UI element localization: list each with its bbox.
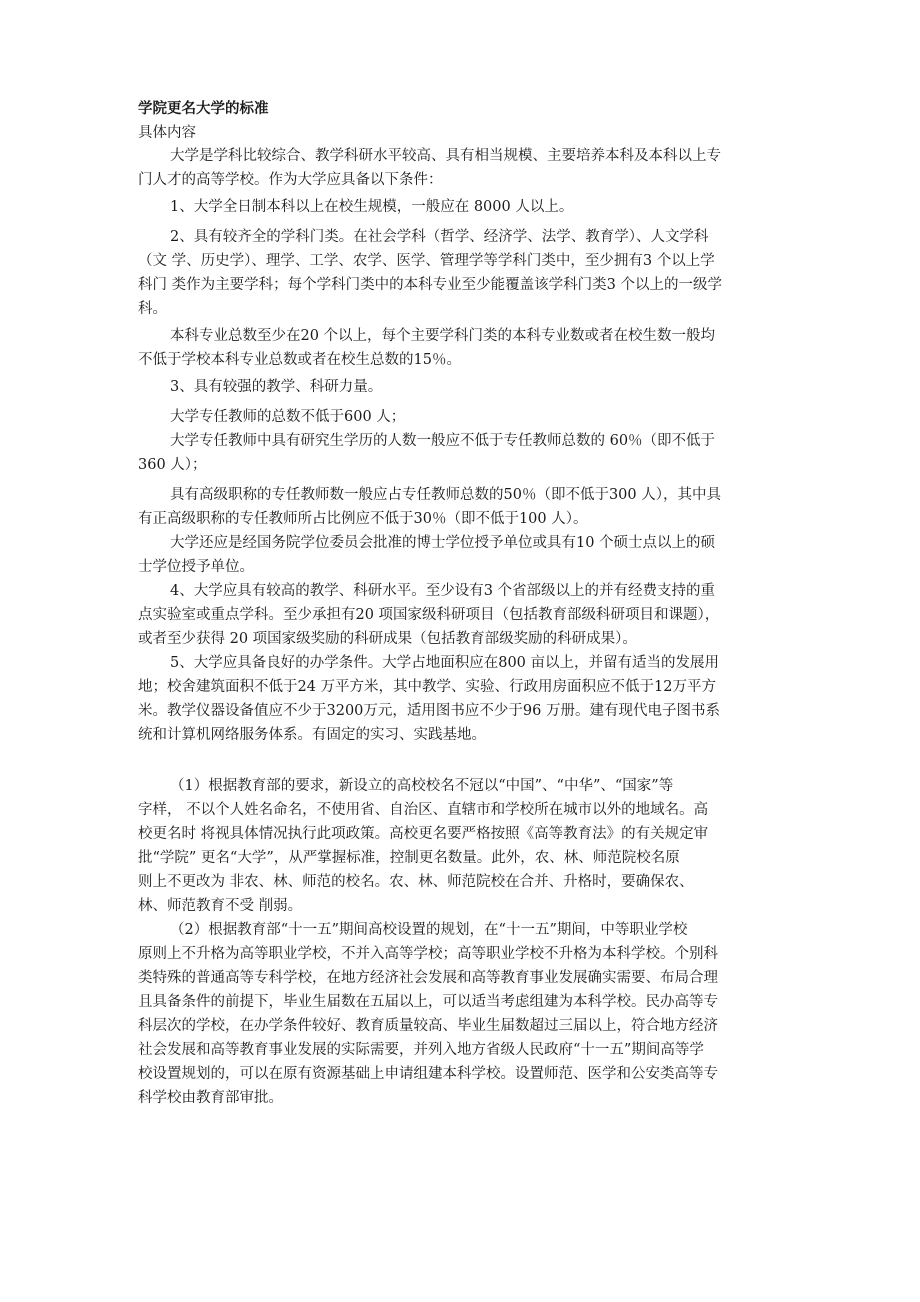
- text-line: 大学专任教师的总数不低于600 人；: [170, 409, 406, 425]
- text-line: 社会发展和高等教育事业发展的实际需要，并列入地方省级人民政府“十一五”期间高等学: [138, 1042, 704, 1058]
- paragraph-intro: [138, 144, 802, 192]
- text-line: 4、大学应具有较高的教学、科研水平。至少设有3 个省部级以上的并有经费支持的重: [170, 583, 716, 599]
- paragraph-item-4: [138, 579, 802, 651]
- text-line: 不低于学校本科专业总数或者在校生总数的15％。: [138, 352, 461, 368]
- paragraph-item-3: [138, 375, 802, 399]
- text-line: 5、大学应具备良好的办学条件。大学占地面积应在800 亩以上，并留有适当的发展用: [170, 655, 720, 671]
- text-line: 统和计算机网络服务体系。有固定的实习、实践基地。: [138, 727, 486, 743]
- text-line: （1）根据教育部的要求，新设立的高校校名不冠以“中国”、“中华”、“国家”等: [170, 778, 674, 794]
- text-line: 类特殊的普通高等专科学校，在地方经济社会发展和高等教育事业发展确实需要、布局合理: [138, 970, 718, 986]
- text-line: 具有高级职称的专任教师数一般应占专任教师总数的50％（即不低于300 人），其中具: [170, 487, 721, 503]
- text-line: 本科专业总数至少在20 个以上，每个主要学科门类的本科专业数或者在校生数一般均: [170, 328, 716, 344]
- text-line: 门人才的高等学校。作为大学应具备以下条件：: [138, 172, 443, 188]
- text-line: 科层次的学校，在办学条件较好、教育质量较高、毕业生届数超过三届以上，符合地方经济: [138, 1018, 718, 1034]
- text-line: 科。: [138, 301, 167, 317]
- paragraph-note-1: [138, 774, 802, 918]
- paragraph-teacher-degree: [138, 429, 802, 477]
- text-line: （2）根据教育部“十一五”期间高校设置的规划，在“十一五”期间，中等职业学校: [170, 922, 688, 938]
- paragraph-note-2: [138, 918, 802, 1110]
- text-line: 林、师范教育不受 削弱。: [138, 898, 303, 914]
- text-line: （文 学、历史学）、理学、工学、农学、医学、管理学等学科门类中，至少拥有3 个以上学: [138, 253, 715, 269]
- text-line: 360 人）；: [138, 457, 207, 473]
- text-line: 大学专任教师中具有研究生学历的人数一般应不低于专任教师总数的 60％（即不低于: [170, 433, 716, 449]
- paragraph-teacher-title: [138, 483, 802, 531]
- paragraph-major-count: [138, 324, 802, 372]
- document-page: [138, 96, 802, 1110]
- text-line: 原则上不升格为高等职业学校，不并入高等学校；高等职业学校不升格为本科学校。个别科: [138, 946, 718, 962]
- document-subtitle: 具体内容: [138, 125, 196, 141]
- text-line: 大学还应是经国务院学位委员会批准的博士学位授予单位或具有10 个硕士点以上的硕: [170, 535, 716, 551]
- text-line: 或者至少获得 20 项国家级奖励的科研成果（包括教育部级奖励的科研成果）。: [138, 631, 637, 647]
- text-line: 2、具有较齐全的学科门类。在社会学科（哲学、经济学、法学、教育学）、人文学科: [170, 229, 709, 245]
- text-line: 米。教学仪器设备值应不少于3200万元，适用图书应不少于96 万册。建有现代电子图书系: [138, 703, 720, 719]
- text-line: 批“学院” 更名“大学”，从严掌握标准，控制更名数量。此外，农、林、师范院校名原: [138, 850, 680, 866]
- text-line: 大学是学科比较综合、教学科研水平较高、具有相当规模、主要培养本科及本科以上专: [170, 148, 721, 164]
- paragraph-item-5: [138, 651, 802, 747]
- text-line: 1、大学全日制本科以上在校生规模，一般应在 8000 人以上。: [170, 199, 574, 215]
- text-line: 则上不更改为 非农、林、师范的校名。农、林、师范院校在合并、升格时，要确保农、: [138, 874, 694, 890]
- text-line: 校设置规划的，可以在原有资源基础上申请组建本科学校。设置师范、医学和公安类高等专: [138, 1066, 718, 1082]
- paragraph-item-1: [138, 195, 802, 219]
- text-line: 3、具有较强的教学、科研力量。: [170, 379, 383, 395]
- paragraph-item-2: [138, 225, 802, 321]
- paragraph-degree-unit: [138, 531, 802, 579]
- text-line: 科学校由教育部审批。: [138, 1090, 283, 1106]
- text-line: 字样， 不以个人姓名命名，不使用省、自治区、直辖市和学校所在城市以外的地域名。高: [138, 802, 709, 818]
- text-line: 地；校舍建筑面积不低于24 万平方米，其中教学、实验、行政用房面积应不低于12万平方: [138, 679, 717, 695]
- text-line: 士学位授予单位。: [138, 559, 254, 575]
- text-line: 有正高级职称的专任教师所占比例应不低于30％（即不低于100 人）。: [138, 511, 588, 527]
- document-title: 学院更名大学的标准: [138, 101, 269, 117]
- text-line: 科门 类作为主要学科；每个学科门类中的本科专业至少能覆盖该学科门类3 个以上的一级学: [138, 277, 722, 293]
- text-line: 且具备条件的前提下，毕业生届数在五届以上，可以适当考虑组建为本科学校。民办高等专: [138, 994, 718, 1010]
- paragraph-teacher-count: [138, 405, 802, 429]
- text-line: 点实验室或重点学科。至少承担有20 项国家级科研项目（包括教育部级科研项目和课题），: [138, 607, 720, 623]
- text-line: 校更名时 将视具体情况执行此项政策。高校更名要严格按照《高等教育法》的有关规定审: [138, 826, 709, 842]
